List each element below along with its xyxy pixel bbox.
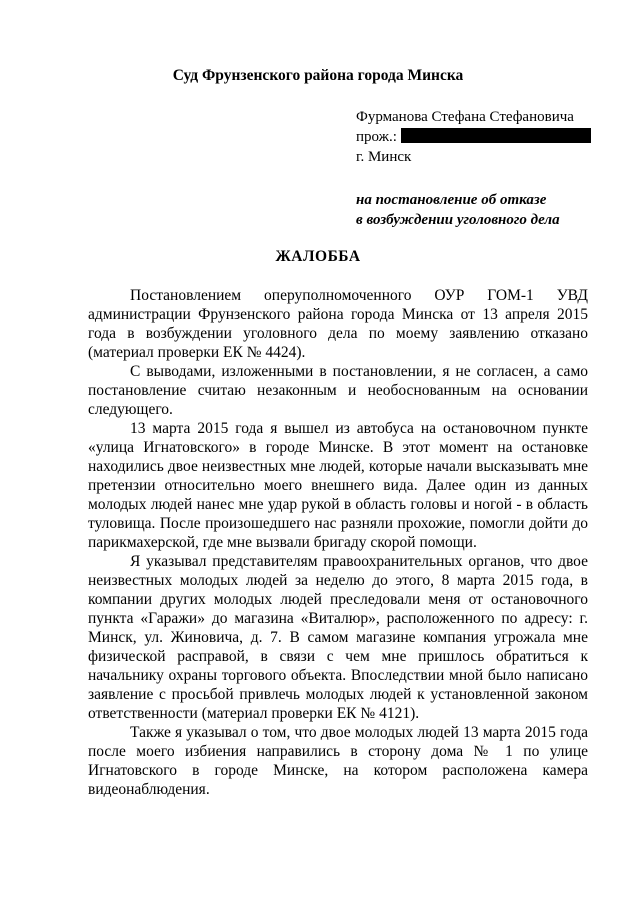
redacted-address xyxy=(401,128,591,143)
addressee-residence xyxy=(356,127,591,147)
paragraph: Я указывал представителям правоохранительных органов, что двое неизвестных молодых людей за неделю до этого, 8 марта 2015 года, в компании других молодых людей преследовали меня от остановочного пункта «Гаражи» до магазина «Виталюр», расположенного по адресу: г. Минск, ул. Жиновича, д. 7. В самом магазине компания угрожала мне физической расправой, в связи с чем мне пришлось обратиться к начальнику охраны торгового объекта. Впоследствии мной было написано заявление с просьбой привлечь молодых людей к установленной законом ответственности (материал проверки ЕК № 4121). xyxy=(88,553,588,722)
paragraph: С выводами, изложенными в постановлении, я не согласен, а само постановление считаю незаконным и необоснованным на основании следующего. xyxy=(88,363,588,418)
document-body xyxy=(88,286,588,799)
subject-block xyxy=(356,190,560,230)
paragraph: 13 марта 2015 года я вышел из автобуса на остановочном пункте «улица Игнатовского» в городе Минске. В этот момент на остановке находились двое неизвестных мне людей, которые начали высказывать мне претензии относительно моего внешнего вида. Далее один из данных молодых людей нанес мне удар рукой в область головы и ногой - в область туловища. После произошедшего нас разняли прохожие, помогли дойти до парикмахерской, где мне вызвали бригаду скорой помощи. xyxy=(88,420,588,551)
addressee-name: Фурманова Стефана Стефановича xyxy=(356,109,574,125)
subject-line-1: на постановление об отказе xyxy=(356,192,547,208)
paragraph: Постановлением оперуполномоченного ОУР ГОМ-1 УВД администрации Фрунзенского района города Минска от 13 апреля 2015 года в возбуждении уголовного дела по моему заявлению отказано (материал проверки ЕК № 4424). xyxy=(88,287,588,361)
document-title: ЖАЛОББА xyxy=(275,248,361,265)
residence-label: прож.: xyxy=(356,129,397,145)
addressee-block xyxy=(356,107,591,167)
paragraph: Также я указывал о том, что двое молодых людей 13 марта 2015 года после моего избиения направились в сторону дома № 1 по улице Игнатовского в городе Минске, на котором расположена камера видеонаблюдения. xyxy=(88,724,588,798)
court-heading: Суд Фрунзенского района города Минска xyxy=(172,67,464,84)
subject-line-2: в возбуждении уголовного дела xyxy=(356,212,560,228)
addressee-city: г. Минск xyxy=(356,149,412,165)
